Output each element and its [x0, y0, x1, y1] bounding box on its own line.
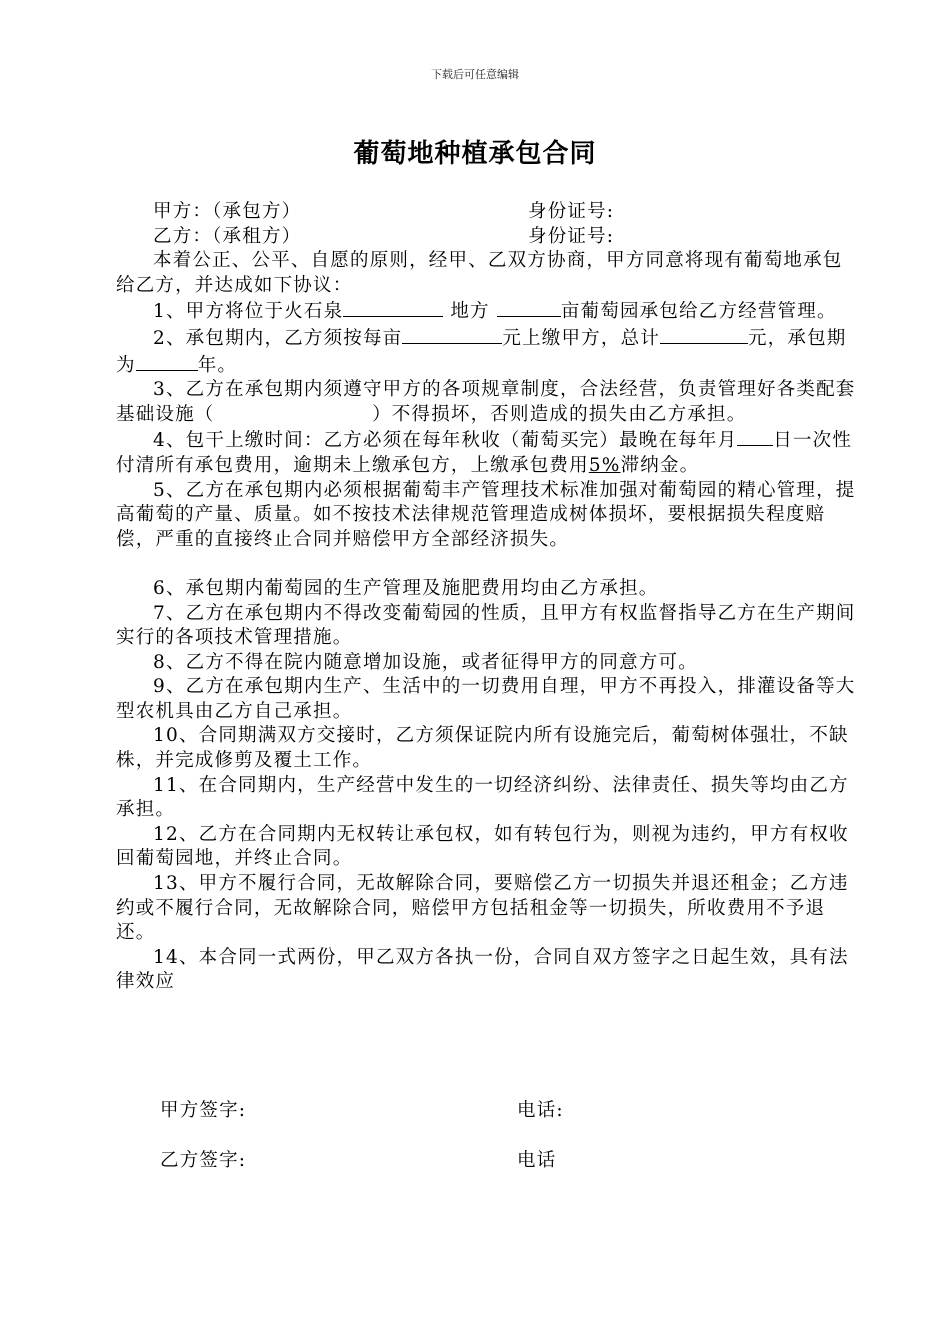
spacer — [116, 552, 856, 577]
blank-acres — [497, 298, 561, 317]
clause-13: 13、甲方不履行合同，无故解除合同，要赔偿乙方一切损失并退还租金；乙方违约或不履行合同，无故解除合同，赔偿甲方包括租金等一切损失，所收费用不予退还。 — [116, 873, 849, 944]
late-fee-rate: 5% — [588, 454, 621, 476]
clause-4-c: 滞纳金。 — [620, 454, 700, 476]
clause-4 — [116, 427, 856, 478]
clause-2-b: 元上缴甲方，总计 — [502, 327, 660, 349]
clause-5: 5、乙方在承包期内必须根据葡萄丰产管理技术标准加强对葡萄园的精心管理，提高葡萄的产量、质量。如不按技术法律规范管理造成树体损坏，要根据损失程度赔偿，严重的直接终止合同并赔偿甲方全部经济损失。 — [116, 479, 856, 550]
clause-11: 11、在合同期内，生产经营中发生的一切经济纠纷、法律责任、损失等均由乙方承担。 — [116, 774, 849, 821]
clause-10: 10、合同期满双方交接时，乙方须保证院内所有设施完后，葡萄树体强壮，不缺株，并完成修剪及覆土工作。 — [116, 725, 849, 772]
blank-fee-per-acre — [402, 325, 502, 344]
contract-body — [116, 200, 856, 995]
intro-paragraph: 本着公正、公平、自愿的原则，经甲、乙双方协商，甲方同意将现有葡萄地承包给乙方，并达成如下协议： — [116, 250, 843, 296]
clause-14: 14、本合同一式两份，甲乙双方各执一份，合同自双方签字之日起生效，具有法律效应 — [116, 946, 849, 993]
party-b-line — [116, 225, 856, 250]
blank-location — [343, 298, 443, 317]
party-a-label: 甲方：（承包方） — [153, 201, 302, 222]
clause-1-a: 1、甲方将位于火石泉 — [153, 301, 344, 323]
clause-1-c: 亩葡萄园承包给乙方经营管理。 — [560, 301, 837, 323]
party-a-line — [116, 200, 856, 225]
party-b-label: 乙方：（承租方） — [153, 225, 302, 247]
party-b-signature-line — [160, 1146, 557, 1172]
clause-1 — [116, 298, 856, 325]
blank-total — [660, 325, 748, 344]
clause-1-b: 地方 — [443, 301, 497, 323]
clause-4-b: 日一次性付清所有承包费用，逾期未上缴承包方，上缴承包费用 — [116, 430, 853, 476]
party-b-id-label: 身份证号: — [528, 225, 615, 247]
document-title: 葡萄地种植承包合同 — [353, 139, 597, 169]
clause-9: 9、乙方在承包期内生产、生活中的一切费用自理，甲方不再投入，排灌设备等大型农机具由乙方自己承担。 — [116, 676, 856, 722]
clause-2-a: 2、承包期内，乙方须按每亩 — [153, 327, 403, 349]
clause-6: 6、承包期内葡萄园的生产管理及施肥费用均由乙方承担。 — [153, 577, 659, 599]
party-a-phone-label: 电话: — [517, 1100, 564, 1121]
clause-7: 7、乙方在承包期内不得改变葡萄园的性质，且甲方有权监督指导乙方在生产期间实行的各项技术管理措施。 — [116, 602, 856, 649]
header-note: 下载后可任意编辑 — [431, 68, 519, 81]
party-a-signature-line — [160, 1096, 564, 1122]
clause-2-c: 元，承包期为 — [116, 327, 847, 376]
clause-3: 3、乙方在承包期内须遵守甲方的各项规章制度，合法经营，负责管理好各类配套基础设施（ ）不得损坏，否则造成的损失由乙方承担。 — [116, 379, 856, 425]
clause-8: 8、乙方不得在院内随意增加设施，或者征得甲方的同意方可。 — [153, 651, 698, 673]
clause-2 — [116, 325, 856, 378]
clause-2-d: 年。 — [197, 354, 238, 376]
party-a-id-label: 身份证号: — [528, 201, 615, 222]
party-a-signature-label: 甲方签字: — [160, 1100, 247, 1121]
party-b-phone-label: 电话 — [517, 1150, 557, 1171]
blank-day — [737, 427, 773, 446]
party-b-signature-label: 乙方签字: — [160, 1150, 247, 1171]
clause-12: 12、乙方在合同期内无权转让承包权，如有转包行为，则视为违约，甲方有权收回葡萄园地，并终止合同。 — [116, 823, 849, 870]
blank-years — [136, 352, 198, 371]
clause-4-a: 4、包干上缴时间：乙方必须在每年秋收（葡萄买完）最晚在每年月 — [153, 430, 738, 452]
